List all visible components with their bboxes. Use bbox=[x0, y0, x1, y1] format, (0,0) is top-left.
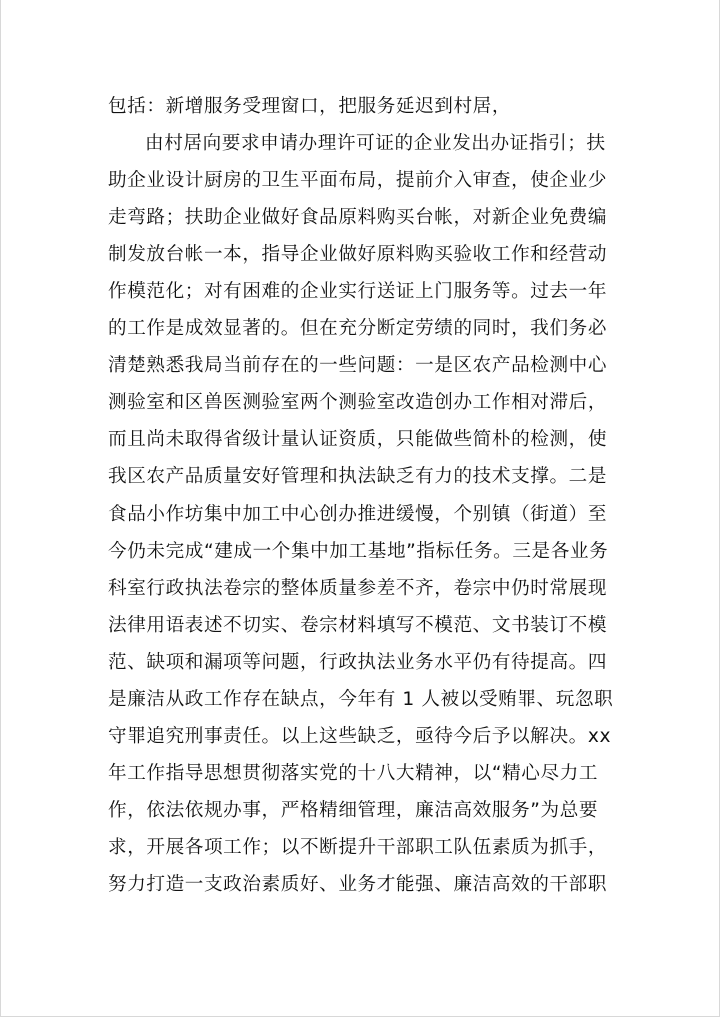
text-line: 今仍未完成“建成一个集中加工基地”指标任务。三是各业务 bbox=[108, 540, 609, 562]
text-line: 食品小作坊集中加工中心创办推进缓慢，个别镇（街道）至 bbox=[108, 503, 608, 525]
text-line: 守罪追究刑事责任。以上这些缺乏，亟待今后予以解决。xx bbox=[108, 725, 612, 747]
text-line: 范、缺项和漏项等问题，行政执法业务水平仍有待提高。四 bbox=[108, 651, 608, 673]
text-line: 作模范化；对有困难的企业实行送证上门服务等。过去一年 bbox=[108, 281, 608, 303]
document-body bbox=[108, 88, 628, 903]
text-line: 助企业设计厨房的卫生平面布局，提前介入审查，使企业少 bbox=[108, 170, 608, 192]
text-line: 而且尚未取得省级计量认证资质，只能做些简朴的检测，使 bbox=[108, 429, 608, 451]
text-line: 测验室和区兽医测验室两个测验室改造创办工作相对滞后， bbox=[108, 392, 608, 414]
text-line: 是廉洁从政工作存在缺点，今年有 1 人被以受贿罪、玩忽职 bbox=[108, 688, 614, 710]
text-line: 制发放台帐一本，指导企业做好原料购买验收工作和经营动 bbox=[108, 244, 608, 266]
text-line: 年工作指导思想贯彻落实党的十八大精神，以“精心尽力工 bbox=[108, 762, 599, 784]
text-line: 走弯路；扶助企业做好食品原料购买台帐，对新企业免费编 bbox=[108, 207, 608, 229]
text-line: 努力打造一支政治素质好、业务才能强、廉洁高效的干部职 bbox=[108, 873, 608, 895]
text-line: 科室行政执法卷宗的整体质量参差不齐，卷宗中仍时常展现 bbox=[108, 577, 608, 599]
text-line: 作，依法依规办事，严格精细管理，廉洁高效服务”为总要 bbox=[108, 799, 599, 821]
text-line: 我区农产品质量安好管理和执法缺乏有力的技术支撑。二是 bbox=[108, 466, 608, 488]
text-line: 由村居向要求申请办理许可证的企业发出办证指引；扶 bbox=[145, 133, 606, 155]
text-line: 法律用语表述不切实、卷宗材料填写不模范、文书装订不模 bbox=[108, 614, 608, 636]
text-line: 求，开展各项工作；以不断提升干部职工队伍素质为抓手， bbox=[108, 836, 608, 858]
text-line: 清楚熟悉我局当前存在的一些问题：一是区农产品检测中心 bbox=[108, 355, 608, 377]
text-line: 包括：新增服务受理窗口，把服务延迟到村居， bbox=[108, 96, 512, 117]
text-line: 的工作是成效显著的。但在充分断定劳绩的同时，我们务必 bbox=[108, 318, 608, 340]
